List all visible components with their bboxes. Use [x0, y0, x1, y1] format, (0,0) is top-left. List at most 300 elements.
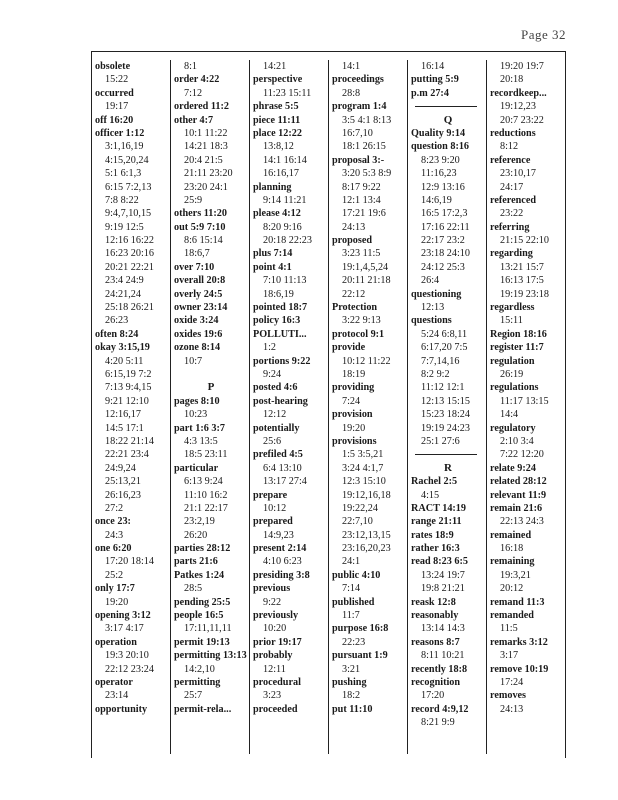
index-term: perspective [253, 74, 303, 86]
index-term: potentially [253, 422, 300, 434]
index-column-2 [174, 60, 248, 754]
index-letter-heading: R [444, 461, 452, 474]
index-reference: 4:10 6:23 [263, 556, 302, 568]
index-term: reasons 8:7 [411, 636, 460, 648]
index-term: pursuant 1:9 [332, 650, 388, 662]
index-reference: 24:3 [105, 529, 124, 541]
index-reference: 18:2 [342, 690, 361, 702]
index-reference: 2:10 3:4 [500, 435, 534, 447]
index-reference: 9:19 12:5 [105, 221, 144, 233]
index-reference: 15:23 18:24 [421, 409, 470, 421]
index-term: parties 28:12 [174, 543, 231, 555]
index-reference: 22:13 24:3 [500, 516, 544, 528]
index-term: recognition [411, 676, 461, 688]
index-reference: 10:12 [263, 502, 287, 514]
index-term: previously [253, 610, 299, 622]
index-reference: 19:3,21 [500, 569, 531, 581]
index-reference: 23:20 24:1 [184, 181, 228, 193]
index-reference: 25:2 [105, 569, 124, 581]
index-reference: 14:6,19 [421, 194, 452, 206]
index-reference: 22:12 23:24 [105, 663, 154, 675]
index-term: regulatory [490, 422, 536, 434]
index-reference: 21:11 23:20 [184, 168, 233, 180]
index-term: putting 5:9 [411, 74, 459, 86]
index-term: relevant 11:9 [490, 489, 547, 501]
index-reference: 9:22 [263, 596, 282, 608]
index-reference: 17:11,11,11 [184, 623, 232, 635]
index-reference: 13:21 15:7 [500, 261, 544, 273]
index-reference: 10:23 [184, 409, 208, 421]
index-reference: 22:21 23:4 [105, 449, 149, 461]
index-reference: 16:5 17:2,3 [421, 208, 468, 220]
index-reference: 22:12 [342, 288, 366, 300]
index-term: permit 19:13 [174, 636, 230, 648]
index-term: operator [95, 676, 133, 688]
index-reference: 19:20 19:7 [500, 61, 544, 72]
index-reference: 5:1 6:1,3 [105, 168, 142, 180]
index-reference: 16:7,10 [342, 127, 373, 139]
index-reference: 25:13,21 [105, 476, 141, 488]
section-rule [411, 100, 485, 113]
index-reference: 26:16,23 [105, 489, 141, 501]
index-term: prefiled 4:5 [253, 449, 303, 461]
index-term: regardless [490, 302, 535, 314]
index-reference: 12:16 16:22 [105, 235, 154, 247]
index-term: Quality 9:14 [411, 127, 466, 139]
index-term: plus 7:14 [253, 248, 293, 260]
index-reference: 12:16,17 [105, 409, 141, 421]
index-reference: 22:17 23:2 [421, 235, 465, 247]
index-reference: 6:13 9:24 [184, 476, 223, 488]
index-term: obsolete [95, 61, 131, 72]
index-reference: 18:6,19 [263, 288, 294, 300]
index-reference: 27:2 [105, 502, 124, 514]
index-reference: 25:1 27:6 [421, 435, 460, 447]
index-reference: 8:12 [500, 141, 519, 153]
index-reference: 7:12 [184, 87, 203, 99]
index-reference: 24:1 [342, 556, 361, 568]
index-reference: 23:4 24:9 [105, 275, 144, 287]
index-letter-heading: P [207, 381, 215, 394]
index-term: related 28:12 [490, 476, 547, 488]
index-reference: 7:10 11:13 [263, 275, 307, 287]
index-term: prior 19:17 [253, 636, 302, 648]
index-term: regulation [490, 355, 535, 367]
index-term: remand 11:3 [490, 596, 545, 608]
index-reference: 14:2,10 [184, 663, 215, 675]
index-reference: 23:10,17 [500, 168, 536, 180]
index-term: proceeded [253, 703, 298, 715]
index-term: oxides 19:6 [174, 328, 223, 340]
index-reference: 17:21 19:6 [342, 208, 386, 220]
index-term: remanded [490, 610, 534, 622]
index-reference: 14:1 [342, 61, 361, 72]
index-term: owner 23:14 [174, 302, 228, 314]
index-reference: 19:19 24:23 [421, 422, 470, 434]
index-reference: 20:18 [500, 74, 524, 86]
index-reference: 11:7 [342, 610, 360, 622]
index-term: opening 3:12 [95, 610, 151, 622]
index-term: part 1:6 3:7 [174, 422, 225, 434]
index-term: probably [253, 650, 293, 662]
index-term: Rachel 2:5 [411, 476, 458, 488]
index-reference: 10:20 [263, 623, 287, 635]
index-reference: 3:17 [500, 650, 519, 662]
index-term: particular [174, 462, 219, 474]
index-term: published [332, 596, 375, 608]
index-reference: 23:12,13,15 [342, 529, 391, 541]
index-term: pointed 18:7 [253, 302, 308, 314]
index-term: prepare [253, 489, 288, 501]
index-term: register 11:7 [490, 342, 544, 354]
index-reference: 23:16,20,23 [342, 543, 391, 555]
index-letter-heading: Q [443, 113, 453, 126]
index-reference: 16:16,17 [263, 168, 299, 180]
index-reference: 22:23 [342, 636, 366, 648]
index-reference: 5:24 6:8,11 [421, 328, 468, 340]
index-term: once 23: [95, 516, 131, 528]
index-term: occurred [95, 87, 134, 99]
index-term: remain 21:6 [490, 502, 543, 514]
index-term: provision [332, 409, 373, 421]
index-reference: 11:17 13:15 [500, 395, 549, 407]
index-term: often 8:24 [95, 328, 139, 340]
index-reference: 21:1 22:17 [184, 502, 228, 514]
index-term: Region 18:16 [490, 328, 547, 340]
index-reference: 24:13 [342, 221, 366, 233]
index-term: provisions [332, 435, 377, 447]
index-term: opportunity [95, 703, 148, 715]
index-reference: 13:8,12 [263, 141, 294, 153]
index-reference: 9:14 11:21 [263, 194, 307, 206]
index-reference: 8:20 9:16 [263, 221, 302, 233]
index-reference: 24:9,24 [105, 462, 136, 474]
index-reference: 7:13 9:4,15 [105, 382, 152, 394]
index-term: question 8:16 [411, 141, 470, 153]
index-reference: 18:22 21:14 [105, 435, 154, 447]
index-term: range 21:11 [411, 516, 462, 528]
index-reference: 25:18 26:21 [105, 302, 154, 314]
index-reference: 10:1 11:22 [184, 127, 228, 139]
index-term: reasonably [411, 610, 459, 622]
index-reference: 12:1 13:4 [342, 194, 381, 206]
index-reference: 7:8 8:22 [105, 194, 139, 206]
index-term: remaining [490, 556, 535, 568]
spacer [174, 368, 248, 381]
index-reference: 3:17 4:17 [105, 623, 144, 635]
index-reference: 8:17 9:22 [342, 181, 381, 193]
index-term: phrase 5:5 [253, 101, 299, 113]
index-reference: 20:18 22:23 [263, 235, 312, 247]
index-reference: 25:7 [184, 690, 203, 702]
index-term: regulations [490, 382, 539, 394]
index-column-6 [490, 60, 564, 754]
index-reference: 12:9 13:16 [421, 181, 465, 193]
index-reference: 11:10 16:2 [184, 489, 228, 501]
index-term: people 16:5 [174, 610, 224, 622]
index-term: recently 18:8 [411, 663, 468, 675]
index-term: recordkeep... [490, 87, 547, 99]
index-term: provide [332, 342, 366, 354]
column-divider [328, 60, 329, 754]
index-reference: 19:12,16,18 [342, 489, 391, 501]
index-reference: 6:4 13:10 [263, 462, 302, 474]
index-term: public 4:10 [332, 569, 381, 581]
index-column-3 [253, 60, 327, 754]
index-term: questioning [411, 288, 462, 300]
index-term: overall 20:8 [174, 275, 226, 287]
index-term: planning [253, 181, 292, 193]
index-reference: 17:16 22:11 [421, 221, 470, 233]
index-reference: 17:20 [421, 690, 445, 702]
index-reference: 19:17 [105, 101, 129, 113]
index-term: reask 12:8 [411, 596, 456, 608]
index-reference: 18:1 26:15 [342, 141, 386, 153]
index-reference: 4:15,20,24 [105, 154, 149, 166]
column-divider [249, 60, 250, 754]
index-reference: 12:13 [421, 302, 445, 314]
index-reference: 19:8 21:21 [421, 583, 465, 595]
index-term: relate 9:24 [490, 462, 536, 474]
index-term: pages 8:10 [174, 395, 220, 407]
index-term: procedural [253, 676, 301, 688]
index-term: off 16:20 [95, 114, 134, 126]
index-reference: 19:22,24 [342, 502, 378, 514]
index-reference: 7:22 12:20 [500, 449, 544, 461]
index-term: pushing [332, 676, 367, 688]
index-term: pending 25:5 [174, 596, 231, 608]
index-term: okay 3:15,19 [95, 342, 150, 354]
index-term: out 5:9 7:10 [174, 221, 226, 233]
index-reference: 3:23 11:5 [342, 248, 381, 260]
index-term: questions [411, 315, 452, 327]
index-column-5 [411, 60, 485, 754]
index-reference: 11:23 15:11 [263, 87, 312, 99]
section-rule [411, 448, 485, 461]
index-reference: 8:23 9:20 [421, 154, 460, 166]
index-reference: 3:1,16,19 [105, 141, 144, 153]
index-reference: 12:3 15:10 [342, 476, 386, 488]
index-reference: 7:14 [342, 583, 361, 595]
index-reference: 11:12 12:1 [421, 382, 465, 394]
index-reference: 9:4,7,10,15 [105, 208, 152, 220]
index-term: remarks 3:12 [490, 636, 548, 648]
index-reference: 18:19 [342, 368, 366, 380]
index-term: proposed [332, 235, 373, 247]
index-reference: 1:2 [263, 342, 277, 354]
index-term: Patkes 1:24 [174, 569, 225, 581]
index-reference: 3:5 4:1 8:13 [342, 114, 392, 126]
index-reference: 16:18 [500, 543, 524, 555]
index-term: POLLUTI... [253, 328, 307, 340]
index-term: oxide 3:24 [174, 315, 219, 327]
index-term: reference [490, 154, 531, 166]
index-reference: 14:9,23 [263, 529, 294, 541]
index-term: p.m 27:4 [411, 87, 449, 99]
index-term: rates 18:9 [411, 529, 454, 541]
index-term: purpose 16:8 [332, 623, 389, 635]
index-reference: 23:14 [105, 690, 129, 702]
index-term: parts 21:6 [174, 556, 218, 568]
index-reference: 10:12 11:22 [342, 355, 391, 367]
index-reference: 26:20 [184, 529, 208, 541]
index-term: previous [253, 583, 291, 595]
index-reference: 14:21 [263, 61, 287, 72]
index-reference: 20:4 21:5 [184, 154, 223, 166]
index-term: record 4:9,12 [411, 703, 469, 715]
index-term: proposal 3:- [332, 154, 385, 166]
index-reference: 11:5 [500, 623, 518, 635]
index-reference: 23:2,19 [184, 516, 215, 528]
index-term: permit-rela... [174, 703, 232, 715]
index-term: read 8:23 6:5 [411, 556, 468, 568]
index-reference: 18:5 23:11 [184, 449, 228, 461]
index-term: program 1:4 [332, 101, 387, 113]
index-reference: 16:14 [421, 61, 445, 72]
index-reference: 14:1 16:14 [263, 154, 307, 166]
index-reference: 17:20 18:14 [105, 556, 154, 568]
index-reference: 12:12 [263, 409, 287, 421]
column-divider [170, 60, 171, 754]
index-reference: 6:15 7:2,13 [105, 181, 152, 193]
index-term: providing [332, 382, 375, 394]
index-reference: 23:18 24:10 [421, 248, 470, 260]
index-reference: 20:12 [500, 583, 524, 595]
index-reference: 12:11 [263, 663, 286, 675]
index-reference: 14:21 18:3 [184, 141, 228, 153]
index-term: Protection [332, 302, 378, 314]
index-term: overly 24:5 [174, 288, 223, 300]
index-term: operation [95, 636, 137, 648]
index-term: ozone 8:14 [174, 342, 221, 354]
index-term: rather 16:3 [411, 543, 460, 555]
index-reference: 13:24 19:7 [421, 569, 465, 581]
index-reference: 3:22 9:13 [342, 315, 381, 327]
index-reference: 7:7,14,16 [421, 355, 460, 367]
index-term: remained [490, 529, 532, 541]
index-reference: 4:3 13:5 [184, 435, 218, 447]
index-reference: 24:13 [500, 703, 524, 715]
index-reference: 19:20 [105, 596, 129, 608]
index-reference: 3:20 5:3 8:9 [342, 168, 392, 180]
index-reference: 13:17 27:4 [263, 476, 307, 488]
index-reference: 1:5 3:5,21 [342, 449, 384, 461]
index-reference: 3:23 [263, 690, 282, 702]
index-reference: 26:23 [105, 315, 129, 327]
index-reference: 4:15 [421, 489, 440, 501]
index-term: permitting 13:13 [174, 650, 247, 662]
index-term: permitting [174, 676, 221, 688]
index-term: order 4:22 [174, 74, 220, 86]
index-term: posted 4:6 [253, 382, 298, 394]
index-term: policy 16:3 [253, 315, 301, 327]
index-reference: 14:5 17:1 [105, 422, 144, 434]
index-reference: 24:12 25:3 [421, 261, 465, 273]
index-reference: 19:12,23 [500, 101, 536, 113]
index-term: remove 10:19 [490, 663, 549, 675]
index-reference: 3:21 [342, 663, 361, 675]
index-term: over 7:10 [174, 261, 215, 273]
index-reference: 18:6,7 [184, 248, 210, 260]
index-reference: 8:11 10:21 [421, 650, 465, 662]
index-term: piece 11:11 [253, 114, 301, 126]
index-reference: 15:11 [500, 315, 523, 327]
index-term: presiding 3:8 [253, 569, 310, 581]
index-term: referring [490, 221, 530, 233]
index-reference: 8:6 15:14 [184, 235, 223, 247]
index-term: one 6:20 [95, 543, 132, 555]
index-term: present 2:14 [253, 543, 307, 555]
index-reference: 4:20 5:11 [105, 355, 144, 367]
index-column-1 [95, 60, 169, 754]
index-term: please 4:12 [253, 208, 301, 220]
index-reference: 7:24 [342, 395, 361, 407]
index-term: officer 1:12 [95, 127, 145, 139]
index-term: other 4:7 [174, 114, 214, 126]
index-term: only 17:7 [95, 583, 135, 595]
index-reference: 11:16,23 [421, 168, 457, 180]
index-reference: 13:14 14:3 [421, 623, 465, 635]
index-reference: 12:13 15:15 [421, 395, 470, 407]
index-reference: 6:15,19 7:2 [105, 368, 152, 380]
index-reference: 9:21 12:10 [105, 395, 149, 407]
index-reference: 9:24 [263, 368, 282, 380]
index-reference: 26:19 [500, 368, 524, 380]
index-term: proceedings [332, 74, 384, 86]
index-reference: 8:1 [184, 61, 198, 72]
index-term: RACT 14:19 [411, 502, 466, 514]
index-reference: 20:11 21:18 [342, 275, 391, 287]
index-reference: 23:22 [500, 208, 524, 220]
index-term: removes [490, 690, 527, 702]
index-reference: 28:8 [342, 87, 361, 99]
index-reference: 19:3 20:10 [105, 650, 149, 662]
index-term: portions 9:22 [253, 355, 311, 367]
index-term: point 4:1 [253, 261, 292, 273]
index-reference: 6:17,20 7:5 [421, 342, 468, 354]
index-reference: 20:21 22:21 [105, 261, 154, 273]
index-reference: 8:21 9:9 [421, 717, 455, 729]
index-reference: 8:2 9:2 [421, 368, 450, 380]
index-term: referenced [490, 194, 537, 206]
index-reference: 24:17 [500, 181, 524, 193]
column-divider [407, 60, 408, 754]
index-reference: 22:7,10 [342, 516, 373, 528]
index-reference: 25:6 [263, 435, 282, 447]
index-reference: 19:1,4,5,24 [342, 261, 389, 273]
index-column-4 [332, 60, 406, 754]
index-term: place 12:22 [253, 127, 302, 139]
page-number: Page 32 [520, 27, 566, 42]
index-reference: 24:21,24 [105, 288, 141, 300]
column-divider [486, 60, 487, 754]
index-reference: 14:4 [500, 409, 519, 421]
index-reference: 3:24 4:1,7 [342, 462, 384, 474]
index-term: regarding [490, 248, 533, 260]
index-reference: 25:9 [184, 194, 203, 206]
index-reference: 21:15 22:10 [500, 235, 549, 247]
index-reference: 20:7 23:22 [500, 114, 544, 126]
index-reference: 28:5 [184, 583, 203, 595]
index-term: protocol 9:1 [332, 328, 385, 340]
index-reference: 19:19 23:18 [500, 288, 549, 300]
index-term: prepared [253, 516, 293, 528]
index-term: post-hearing [253, 395, 308, 407]
index-term: put 11:10 [332, 703, 373, 715]
index-reference: 19:20 [342, 422, 366, 434]
index-reference: 15:22 [105, 74, 129, 86]
index-reference: 16:13 17:5 [500, 275, 544, 287]
